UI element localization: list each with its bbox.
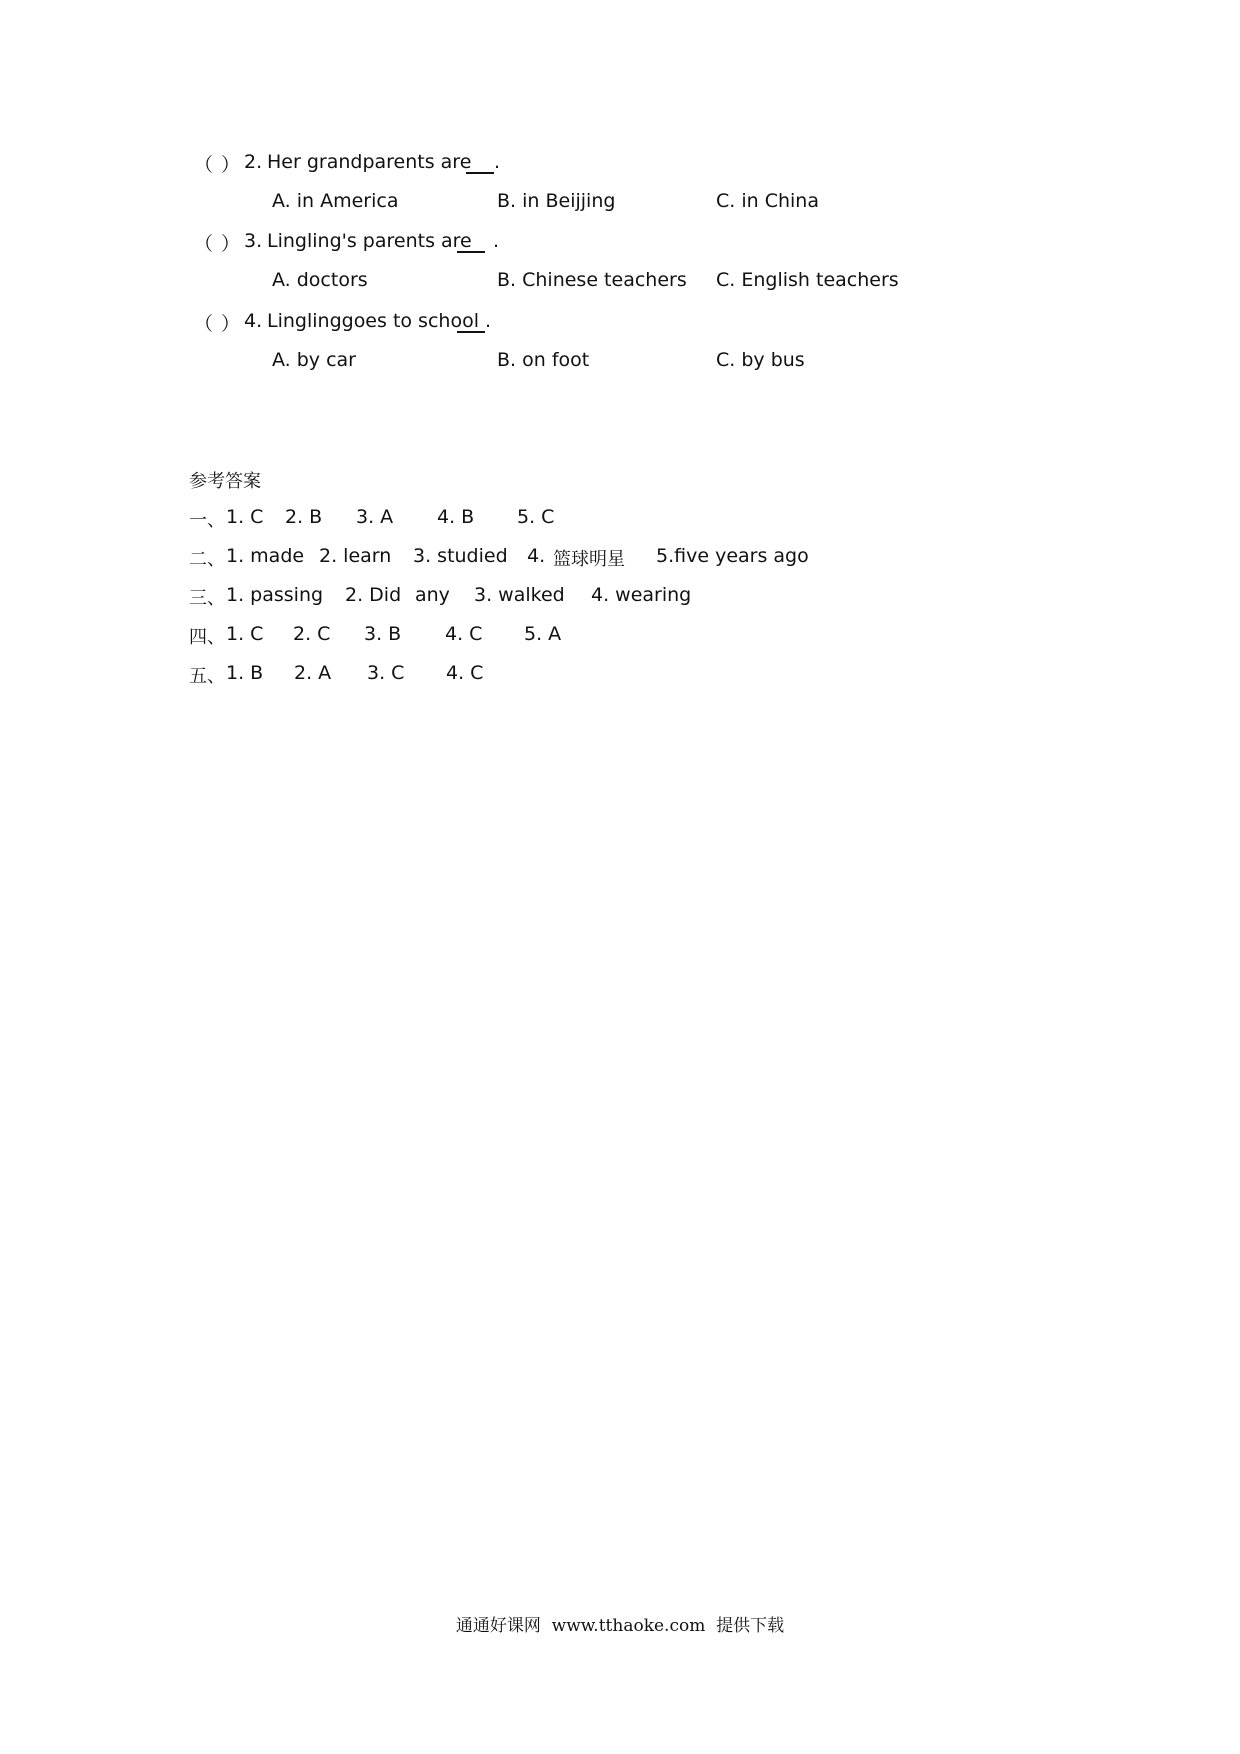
- option-c: C. by bus: [716, 349, 805, 371]
- answer-item: 3. B: [364, 623, 402, 645]
- answer-item: 3. walked: [474, 584, 565, 606]
- section-label: 二、: [189, 549, 225, 570]
- option-b: B. in Beijjing: [497, 190, 616, 212]
- answer-item: 5. A: [524, 623, 562, 645]
- question-number: 4.: [244, 310, 263, 332]
- answer-blank: [466, 154, 494, 174]
- option-b: B. on foot: [497, 349, 590, 371]
- option-b: B. Chinese teachers: [497, 269, 687, 291]
- answer-paren-close: ）: [221, 313, 241, 335]
- question-stem: Linglinggoes to school: [267, 310, 479, 332]
- answer-item: 4. wearing: [591, 584, 692, 606]
- option-a: A. in America: [272, 190, 399, 212]
- answer-item: 3. A: [356, 506, 394, 528]
- answer-item: any: [415, 584, 450, 606]
- answer-item: 1. C: [226, 506, 264, 528]
- answer-paren-close: ）: [221, 154, 241, 176]
- answer-item: 1. passing: [226, 584, 324, 606]
- answer-item: 4. C: [446, 662, 484, 684]
- answer-item: 2. Did: [345, 584, 402, 606]
- section-label: 五、: [189, 666, 225, 687]
- answer-item: 篮球明星: [553, 549, 625, 570]
- answer-item: 4.: [527, 545, 546, 567]
- option-a: A. doctors: [272, 269, 368, 291]
- section-label: 四、: [189, 627, 225, 648]
- question-stem-end: .: [487, 230, 500, 252]
- answer-item: 5.five years ago: [656, 545, 809, 567]
- answer-item: 4. C: [445, 623, 483, 645]
- answer-item: 1. made: [226, 545, 305, 567]
- answer-item: 5. C: [517, 506, 555, 528]
- option-c: C. in China: [716, 190, 819, 212]
- answer-blank: [457, 233, 485, 253]
- answer-item: 1. B: [226, 662, 264, 684]
- option-a: A. by car: [272, 349, 356, 371]
- question-number: 2.: [244, 151, 263, 173]
- answer-item: 3. C: [367, 662, 405, 684]
- answer-paren-open: （: [194, 233, 214, 255]
- answer-item: 2. A: [294, 662, 332, 684]
- question-stem-end: .: [485, 310, 492, 332]
- page-footer: 通通好课网 www.tthaoke.com 提供下载: [455, 1616, 785, 1636]
- answer-paren-open: （: [194, 154, 214, 176]
- section-label: 三、: [189, 588, 225, 609]
- answer-blank: [457, 313, 485, 333]
- answer-item: 2. B: [285, 506, 323, 528]
- answer-item: 1. C: [226, 623, 264, 645]
- answer-item: 4. B: [437, 506, 475, 528]
- question-number: 3.: [244, 230, 263, 252]
- answer-item: 2. learn: [319, 545, 392, 567]
- question-stem: Her grandparents are: [267, 151, 472, 173]
- answer-paren-close: ）: [221, 233, 241, 255]
- answer-item: 3. studied: [413, 545, 508, 567]
- option-c: C. English teachers: [716, 269, 899, 291]
- question-stem-end: .: [494, 151, 501, 173]
- answer-paren-open: （: [194, 313, 214, 335]
- answer-item: 2. C: [293, 623, 331, 645]
- section-label: 一、: [189, 510, 225, 531]
- question-stem: Lingling's parents are: [267, 230, 472, 252]
- answer-key-title: 参考答案: [189, 471, 261, 492]
